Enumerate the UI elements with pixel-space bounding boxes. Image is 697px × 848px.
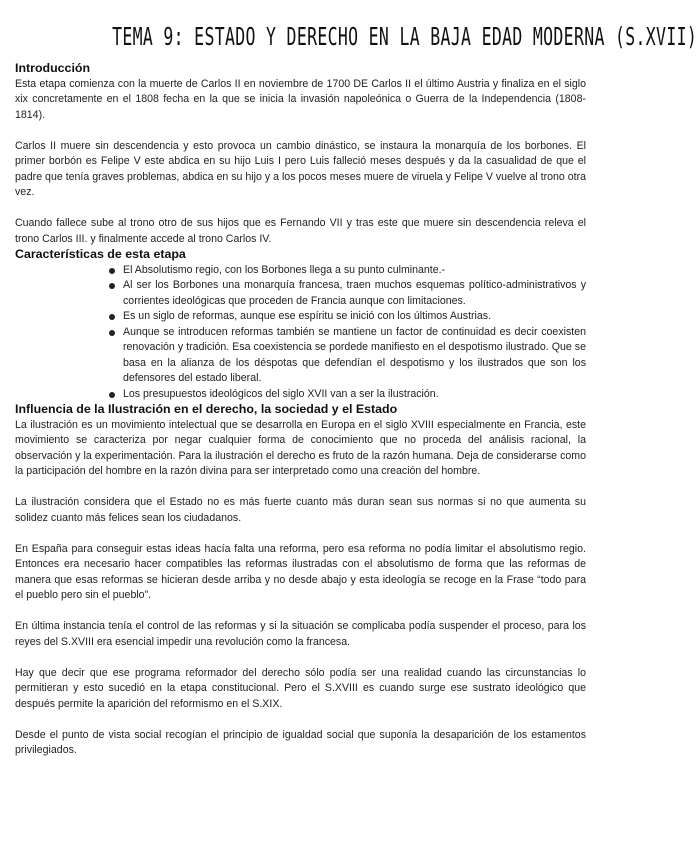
influence-paragraph-1: La ilustración es un movimiento intelectual que se desarrolla en Europa en el siglo XVIII especialmente en Francia, este movimiento se caracteriza por negar cualquier forma de conocimiento que no proceda del análisis racional, la observación y la experimentación. Para la ilustración el derecho es fruto de la razón humana. Deja de considerarse como la participación del hombre en la razón divina para ser interpretado como una creación del hombre. (15, 418, 586, 477)
list-item: Aunque se introducen reformas también se mantiene un factor de continuidad es decir coexisten renovación y tradición. Esa coexistencia se pordede manifiesto en el despotismo ilustrado. Que se basa en la alianza de los déspotas que defendían el despotismo y los ilustrados que son los defensores del estado liberal. (110, 325, 586, 387)
intro-paragraph-1: Esta etapa comienza con la muerte de Carlos II en noviembre de 1700 DE Carlos II el último Austria y finaliza en el siglo xix concretamente en el 1808 fecha en la que se inicia la invasión napoleónica o Guerra de la Independencia (1808-1814). (15, 77, 586, 121)
intro-paragraph-2: Carlos II muere sin descendencia y esto provoca un cambio dinástico, se instaura la monarquía de los borbones. El primer borbón es Felipe V este abdica en su hijo Luis I pero Luis falleció meses después y da la casualidad de que el padre que tenía graves problemas, abdica en su hijo y a los pocos meses muere de viruela y Felipe V vuelve al trono otra vez. (15, 139, 586, 198)
intro-paragraph-3: Cuando fallece sube al trono otro de sus hijos que es Fernando VII y tras este que muere sin descendencia releva el trono Carlos III. y finalmente accede al trono Carlos IV. (15, 217, 586, 245)
list-item: Al ser los Borbones una monarquía francesa, traen muchos esquemas político-administrativos y corrientes ideológicas que proceden de Francia aunque con limitaciones. (110, 278, 586, 309)
page-title: TEMA 9: ESTADO Y DERECHO EN LA BAJA EDAD MODERNA (S.XVII) (112, 22, 697, 51)
influence-paragraph-3: En España para conseguir estas ideas hacía falta una reforma, pero esa reforma no podía limitar el absolutismo regio. Entonces era necesario hacer compatibles las reformas ilustradas con el absolutismo de forma que las reformas de manera que esas reformas se hicieran desde arriba y no desde abajo y esta ideología se recoge en la Frase “todo para el pueblo pero sin el pueblo”. (15, 542, 586, 601)
intro-section (15, 61, 586, 247)
list-item: El Absolutismo regio, con los Borbones llega a su punto culminante.- (110, 263, 586, 279)
influence-section (15, 402, 586, 759)
influence-paragraph-6: Desde el punto de vista social recogían el principio de igualdad social que suponía la desaparición de los estamentos privilegiados. (15, 728, 586, 756)
influence-heading: Influencia de la Ilustración en el derecho, la sociedad y el Estado (15, 402, 398, 416)
list-item: Los presupuestos ideológicos del siglo XVII van a ser la ilustración. (110, 387, 586, 403)
influence-paragraph-2: La ilustración considera que el Estado no es más fuerte cuanto más duran sean sus normas si no que aumenta su solidez cuanto más felices sean los ciudadanos. (15, 496, 586, 524)
features-list (15, 263, 586, 403)
influence-paragraph-4: En última instancia tenía el control de las reformas y si la situación se complicaba podía suspender el proceso, para los reyes del S.XVIII era esencial impedir una revolución como la francesa. (15, 620, 586, 648)
features-section (15, 247, 586, 402)
features-heading: Características de esta etapa (15, 247, 186, 261)
influence-paragraph-5: Hay que decir que ese programa reformador del derecho sólo podía ser una realidad cuando las circunstancias lo permitieran y esto sucedió en la etapa constitucional. Pero el S.XVIII es cuando surge ese sustrato ideológico que después permite la aparición del reformismo en el S.XIX. (15, 666, 586, 710)
list-item: Es un siglo de reformas, aunque ese espíritu se inició con los últimos Austrias. (110, 309, 586, 325)
intro-heading: Introducción (15, 61, 91, 75)
